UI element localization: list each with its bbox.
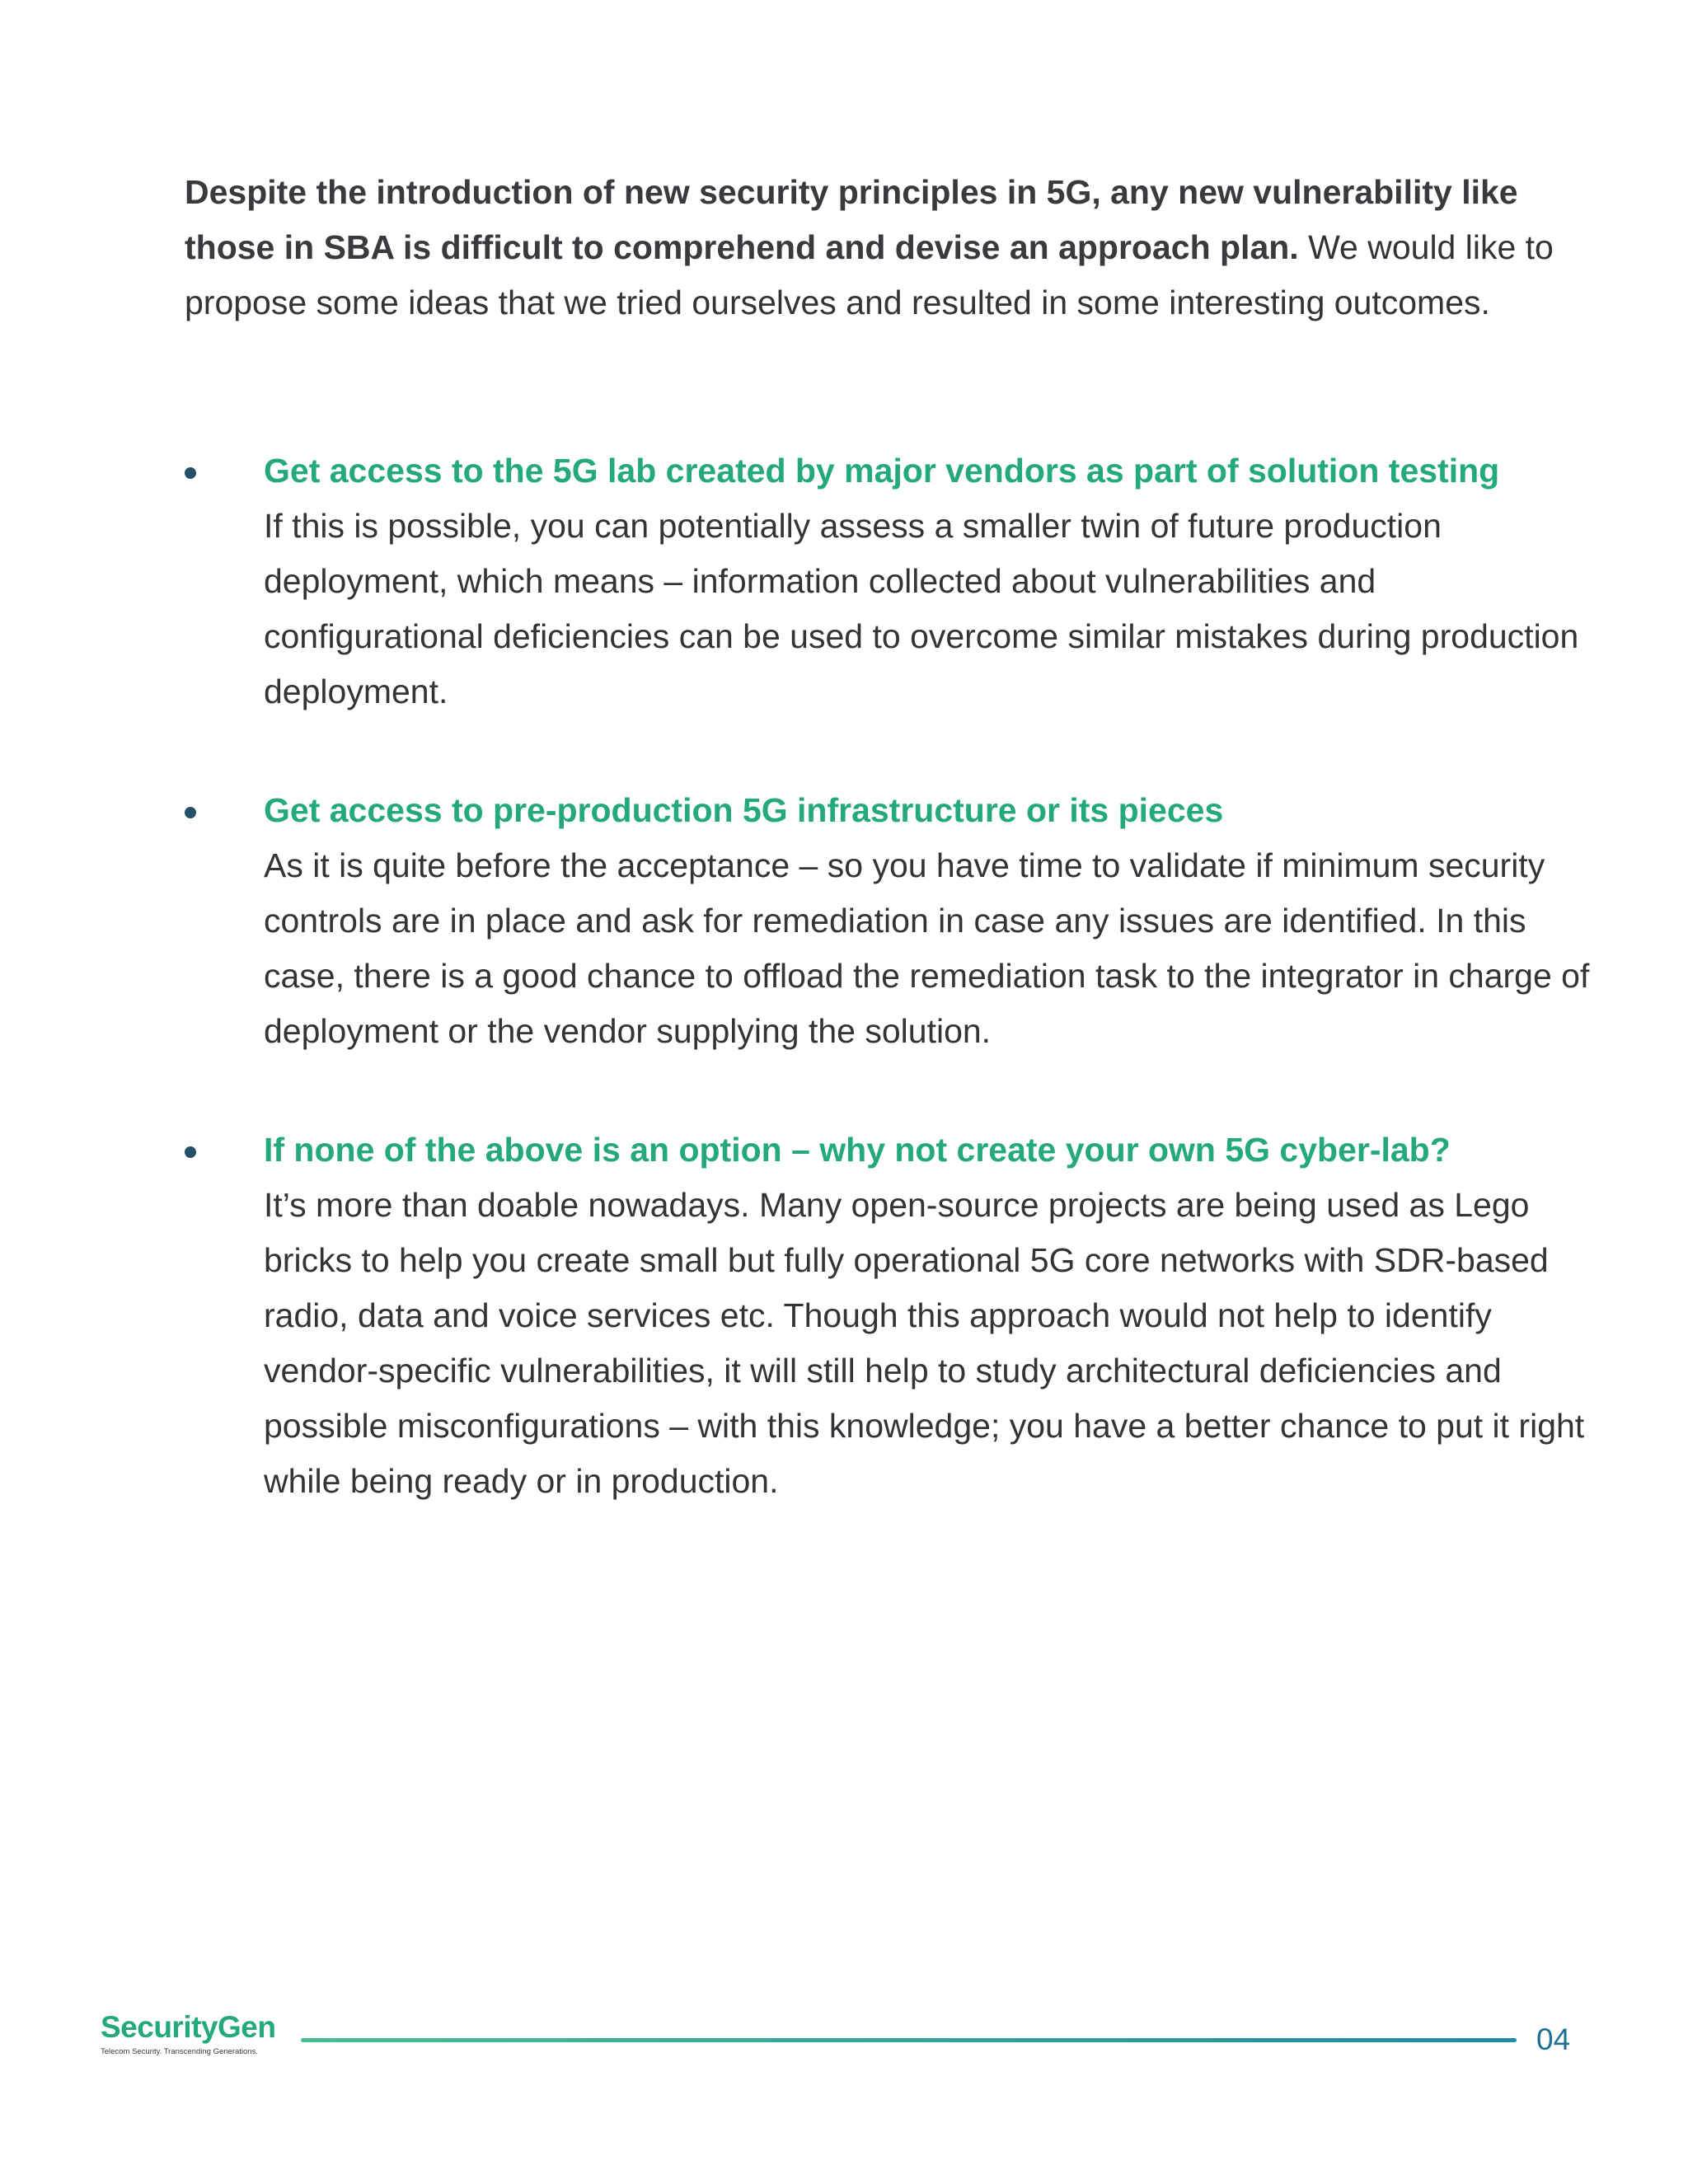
logo-text-gen: Gen: [218, 2010, 276, 2044]
intro-bold-text: Despite the introduction of new security principles in 5G, any new vulnerability like those in SBA is difficult to comprehend and devise an approach plan.: [185, 173, 1518, 266]
logo-text-security: Security: [101, 2010, 218, 2044]
securitygen-logo: [101, 2009, 307, 2057]
bullet-dot-icon: [185, 1146, 196, 1158]
page-footer: [101, 2009, 1584, 2075]
intro-paragraph: [185, 165, 1586, 330]
bullet-body: If this is possible, you can potentially assess a smaller twin of future production deployment, which means – information collected about vulnerabilities and configurational deficiencies can be used to overcome similar mistakes during production deployment.: [264, 507, 1579, 710]
footer-divider: [301, 2038, 1517, 2042]
logo-wordmark: [101, 2009, 307, 2046]
list-item: [185, 1122, 1602, 1509]
ideas-list: [185, 443, 1602, 1572]
bullet-body: As it is quite before the acceptance – so you have time to validate if minimum security controls are in place and ask for remediation in case any issues are identified. In this case, there is a good chance to offload the remediation task to the integrator in charge of deployment or the vendor supplying the solution.: [264, 846, 1590, 1050]
bullet-body: It’s more than doable nowadays. Many open-source projects are being used as Lego bricks to help you create small but fully operational 5G core networks with SDR-based radio, data and voice services etc. Though this approach would not help to identify vendor-specific vulnerabilities, it will still help to study architectural deficiencies and possible misconfigurations – with this knowledge; you have a better chance to put it right while being ready or in production.: [264, 1186, 1585, 1500]
bullet-dot-icon: [185, 807, 196, 818]
page-number: 04: [1536, 2022, 1571, 2056]
bullet-heading: Get access to pre-production 5G infrastructure or its pieces: [264, 791, 1224, 829]
intro-normal-text: We would like to propose some ideas that we tried ourselves and resulted in some interesting outcomes.: [185, 228, 1554, 321]
bullet-heading: If none of the above is an option – why not create your own 5G cyber-lab?: [264, 1131, 1451, 1169]
bullet-dot-icon: [185, 467, 196, 479]
list-item: [185, 783, 1602, 1059]
bullet-heading: Get access to the 5G lab created by major vendors as part of solution testing: [264, 452, 1500, 490]
logo-tagline: Telecom Security. Transcending Generations.: [101, 2047, 258, 2056]
list-item: [185, 443, 1602, 719]
